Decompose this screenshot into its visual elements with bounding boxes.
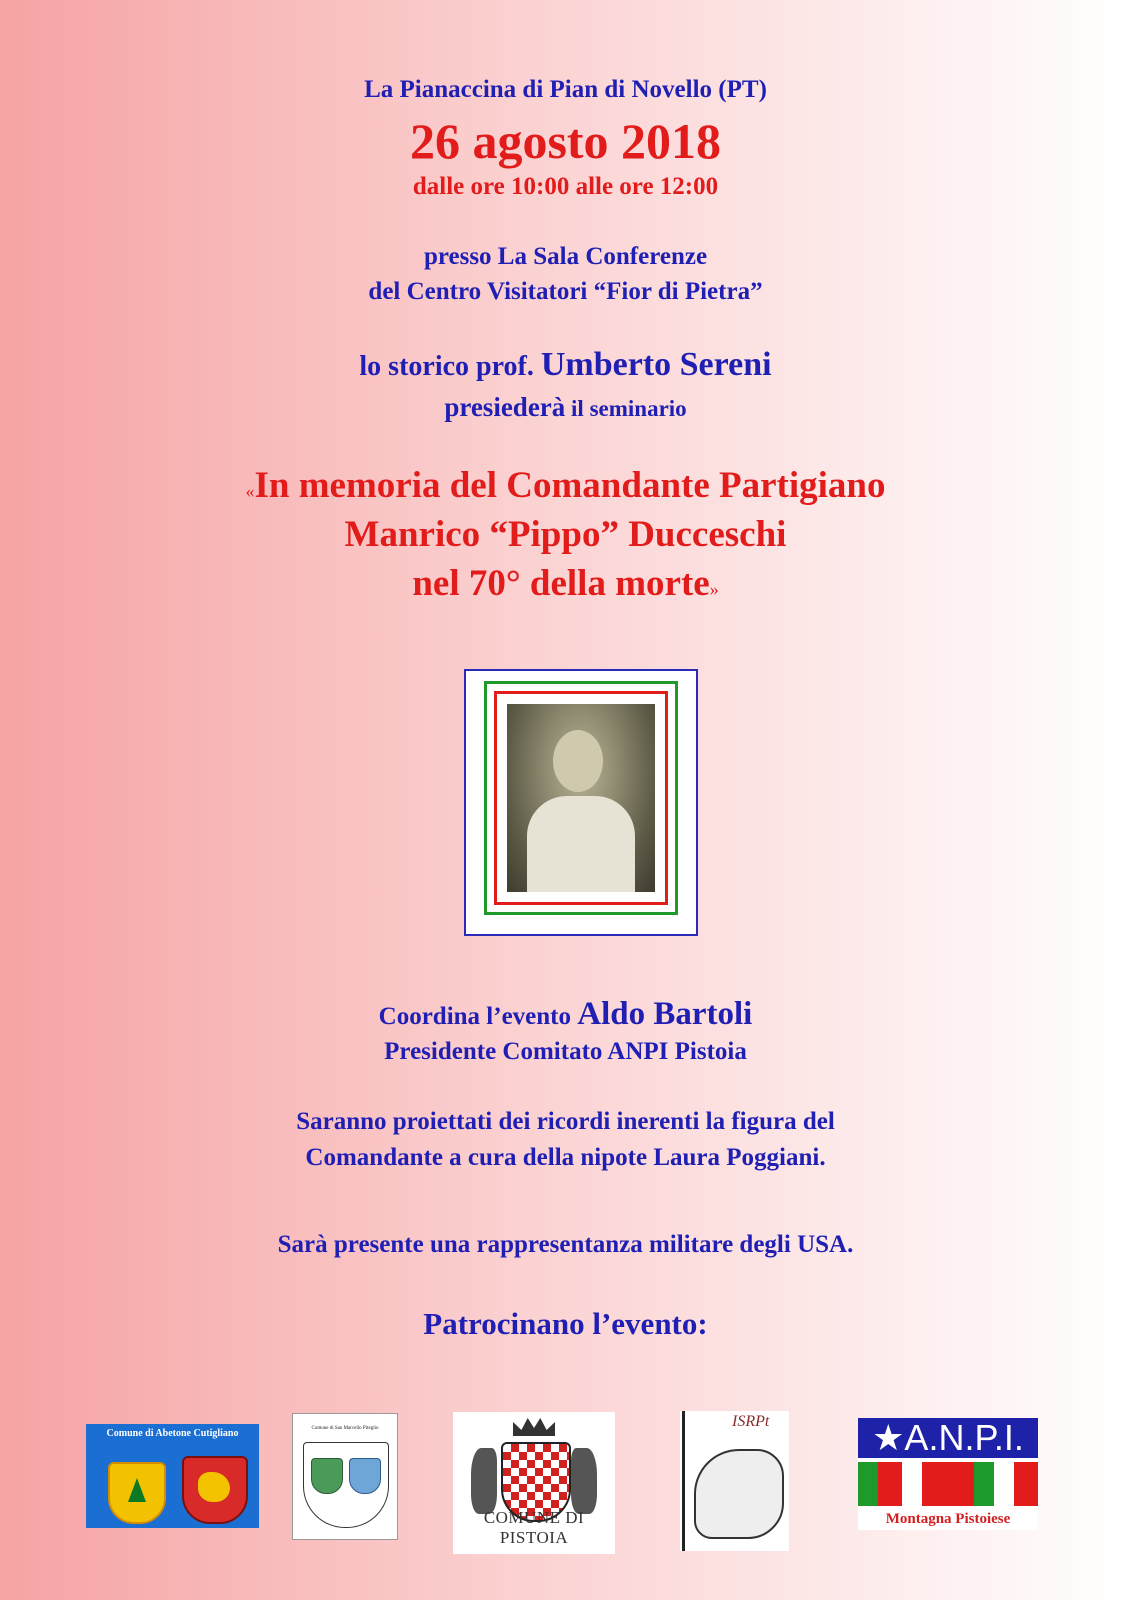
blue-crest-icon xyxy=(349,1458,381,1494)
flag-stripe-white-2 xyxy=(994,1462,1014,1506)
flag-stripe-white-1 xyxy=(902,1462,922,1506)
venue-line-1: presso La Sala Conferenze xyxy=(423,243,708,270)
isrpt-logo xyxy=(680,1411,789,1551)
anpi-title: ★A.N.P.I. xyxy=(858,1418,1038,1458)
pistoia-caption: COMUNE DI PISTOIA xyxy=(483,1508,585,1547)
left-bear-icon xyxy=(471,1448,497,1514)
venue-line-2: del Centro Visitatori “Fior di Pietra” xyxy=(368,278,763,305)
tree-shield-icon xyxy=(108,1462,166,1524)
green-crest-icon xyxy=(311,1458,343,1494)
san-marcello-caption: Comune di San Marcello Piteglio xyxy=(311,1426,379,1431)
seminar-title-text-3: nel 70° della morte xyxy=(412,563,710,604)
note-line-3: Sarà presente una rappresentanza militare degli USA. xyxy=(277,1231,854,1258)
tree-icon xyxy=(128,1478,146,1502)
portrait-head xyxy=(553,730,603,792)
isrpt-caption: ISRPt xyxy=(732,1413,770,1430)
coordinator-role: Presidente Comitato ANPI Pistoia xyxy=(384,1038,747,1065)
portrait-frame xyxy=(464,669,698,936)
speaker-name: Umberto Sereni xyxy=(540,346,772,383)
note-line-1: Saranno proiettati dei ricordi inerenti la figura del xyxy=(296,1108,835,1135)
coordinator-prefix: Coordina l’evento xyxy=(378,1003,578,1030)
san-marcello-piteglio-logo xyxy=(292,1413,398,1540)
lion-icon xyxy=(198,1472,230,1502)
speaker-role-line xyxy=(0,392,1131,423)
event-location: La Pianaccina di Pian di Novello (PT) xyxy=(364,76,767,103)
portrait-body xyxy=(527,796,635,892)
seminar-title-line-1 xyxy=(0,464,1131,507)
anpi-logo xyxy=(858,1418,1038,1530)
crown-icon xyxy=(513,1416,555,1436)
comune-di-pistoia-logo xyxy=(453,1412,615,1554)
coordinator-line xyxy=(0,996,1131,1033)
speaker-line xyxy=(0,346,1131,384)
flag-stripe-green-2 xyxy=(974,1462,994,1506)
portrait-red-border xyxy=(494,691,668,905)
seminar-title-line-2: Manrico “Pippo” Ducceschi xyxy=(344,514,787,555)
flag-stripe-green-1 xyxy=(858,1462,878,1506)
right-bear-icon xyxy=(571,1448,597,1514)
event-date: 26 agosto 2018 xyxy=(409,113,722,169)
anpi-caption: Montagna Pistoiese xyxy=(885,1511,1011,1527)
isrpt-bar xyxy=(682,1411,685,1551)
close-quote: » xyxy=(709,579,719,599)
seminar-title-text-1: In memoria del Comandante Partigiano xyxy=(254,465,886,506)
flag-stripe-red-1 xyxy=(878,1462,902,1506)
seminar-title-line-3 xyxy=(0,562,1131,605)
sponsors-heading: Patrocinano l’evento: xyxy=(423,1306,708,1341)
speaker-prefix: lo storico prof. xyxy=(359,351,541,382)
portrait-photo xyxy=(507,704,655,892)
abetone-caption: Comune di Abetone Cutigliano xyxy=(106,1428,239,1439)
open-quote: « xyxy=(245,481,255,501)
coordinator-name: Aldo Bartoli xyxy=(577,996,753,1032)
lion-shield-icon xyxy=(182,1456,248,1524)
flag-stripe-red-2 xyxy=(922,1462,974,1506)
event-time: dalle ore 10:00 alle ore 12:00 xyxy=(412,173,719,200)
abetone-cutigliano-logo xyxy=(86,1424,259,1528)
speaker-rest: il seminario xyxy=(565,396,687,421)
flag-stripe-red-3 xyxy=(1014,1462,1038,1506)
portrait-green-border xyxy=(484,681,678,915)
speaker-verb: presiederà xyxy=(444,392,566,422)
note-line-2: Comandante a cura della nipote Laura Poggiani. xyxy=(305,1144,826,1171)
partisan-figure-icon xyxy=(694,1449,784,1539)
